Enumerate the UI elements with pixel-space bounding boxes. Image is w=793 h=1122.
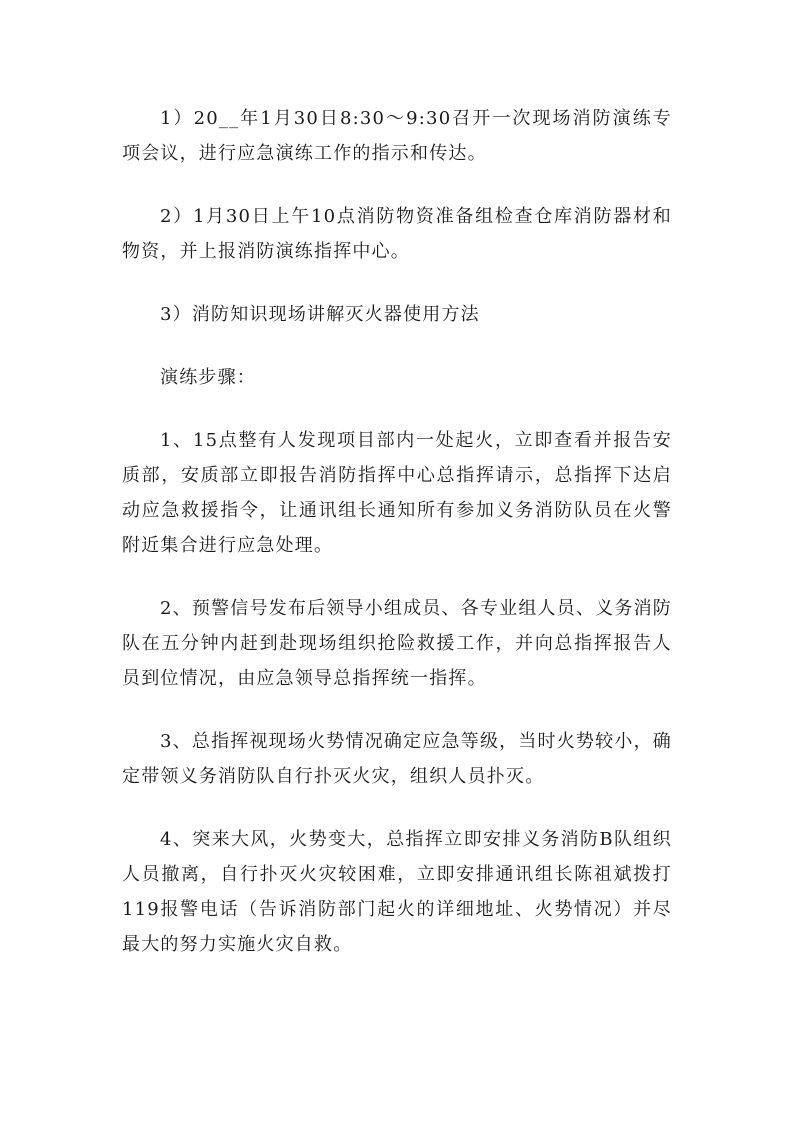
paragraph-step-2: 2、预警信号发布后领导小组成员、各专业组人员、义务消防队在五分钟内赶到赴现场组织抢险救援工作，并向总指挥报告人员到位情况，由应急领导总指挥统一指挥。 xyxy=(122,598,672,689)
document-body xyxy=(122,101,672,990)
paragraph-step-1: 1、15点整有人发现项目部内一处起火，立即查看并报告安质部，安质部立即报告消防指挥中心总指挥请示，总指挥下达启动应急救援指令，让通讯组长通知所有参加义务消防队员在火警附近集合进行应急处理。 xyxy=(122,430,672,556)
paragraph-training: 3）消防知识现场讲解灭火器使用方法 xyxy=(160,304,480,325)
paragraph-steps-heading: 演练步骤： xyxy=(160,367,256,388)
paragraph-inspection: 2）1月30日上午10点消防物资准备组检查仓库消防器材和物资，并上报消防演练指挥中心。 xyxy=(122,206,672,262)
paragraph-step-4: 4、突来大风，火势变大，总指挥立即安排义务消防B队组织人员撤离，自行扑灭火灾较困难，立即安排通讯组长陈祖斌拨打119报警电话（告诉消防部门起火的详细地址、火势情况）并尽最大的努力实施火灾自救。 xyxy=(122,829,672,955)
paragraph-step-3: 3、总指挥视现场火势情况确定应急等级，当时火势较小，确定带领义务消防队自行扑灭火灾，组织人员扑灭。 xyxy=(122,731,672,787)
paragraph-meeting: 1）20__年1月30日8:30～9:30召开一次现场消防演练专项会议，进行应急演练工作的指示和传达。 xyxy=(122,108,672,164)
